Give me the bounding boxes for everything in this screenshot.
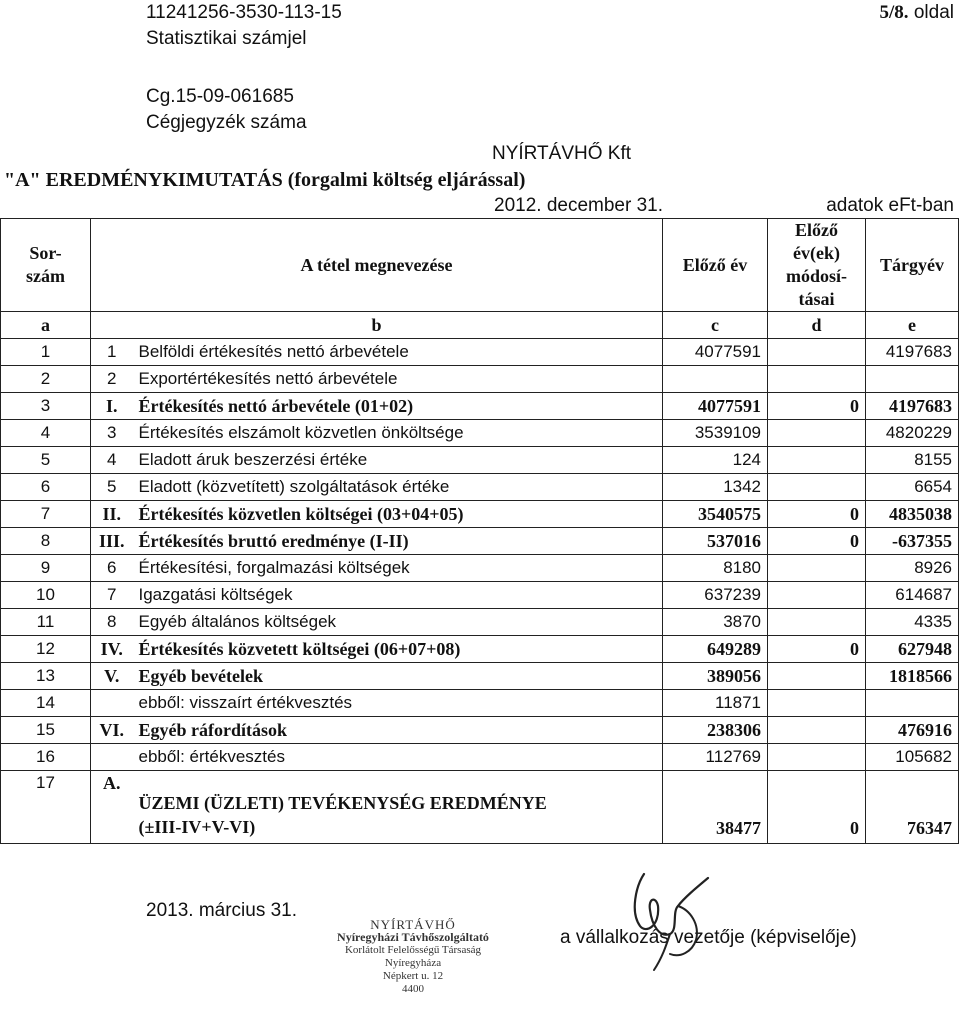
previous-year-value: 3870 — [663, 609, 768, 636]
item-name: Igazgatási költségek — [133, 582, 663, 609]
item-name: Eladott (közvetített) szolgáltatások értéke — [133, 474, 663, 501]
modification-value: 0 — [768, 636, 866, 663]
previous-year-value: 3539109 — [663, 420, 768, 447]
current-year-value: 6654 — [866, 474, 959, 501]
item-name: ebből: értékvesztés — [133, 744, 663, 771]
stamp-line-4: Nyíregyháza — [384, 957, 442, 969]
item-code: 8 — [91, 609, 133, 636]
registration-number-label: Cégjegyzék száma — [146, 112, 307, 133]
item-name: Értékesítés közvetett költségei (06+07+08) — [133, 636, 663, 663]
row-number: 11 — [1, 609, 91, 636]
table-row — [1, 447, 959, 474]
row-number: 17 — [1, 771, 91, 844]
previous-year-value: 537016 — [663, 528, 768, 555]
current-year-value: 105682 — [866, 744, 959, 771]
company-stamp — [308, 918, 518, 996]
item-name: Értékesítés bruttó eredménye (I-II) — [133, 528, 663, 555]
item-name: Értékesítés nettó árbevétele (01+02) — [133, 393, 663, 420]
row-number: 9 — [1, 555, 91, 582]
header-row-number: Sor- szám — [1, 219, 91, 312]
header-current-year: Tárgyév — [866, 219, 959, 312]
modification-value: 0 — [768, 771, 866, 844]
document-title: "A" EREDMÉNYKIMUTATÁS (forgalmi költség eljárással) — [4, 169, 526, 191]
current-year-value: 614687 — [866, 582, 959, 609]
modification-value: 0 — [768, 528, 866, 555]
modification-value — [768, 474, 866, 501]
previous-year-value: 389056 — [663, 663, 768, 690]
previous-year-value: 38477 — [663, 771, 768, 844]
row-number: 4 — [1, 420, 91, 447]
item-code: 5 — [91, 474, 133, 501]
table-row — [1, 420, 959, 447]
page-indicator — [880, 2, 954, 24]
modification-value — [768, 690, 866, 717]
current-year-value: 8155 — [866, 447, 959, 474]
item-code: 3 — [91, 420, 133, 447]
table-row — [1, 663, 959, 690]
current-year-value — [866, 366, 959, 393]
table-row — [1, 528, 959, 555]
item-code: II. — [91, 501, 133, 528]
previous-year-value: 637239 — [663, 582, 768, 609]
stamp-line-3: Korlátolt Felelősségű Társaság — [344, 944, 482, 956]
item-name-line-1: ÜZEMI (ÜZLETI) TEVÉKENYSÉG EREDMÉNYE — [138, 793, 547, 813]
column-letter-b: b — [91, 312, 663, 339]
item-code: 6 — [91, 555, 133, 582]
item-code: 4 — [91, 447, 133, 474]
stamp-line-6: 4400 — [402, 983, 424, 995]
current-year-value: 627948 — [866, 636, 959, 663]
item-code: III. — [91, 528, 133, 555]
item-name: Egyéb bevételek — [133, 663, 663, 690]
item-name: Belföldi értékesítés nettó árbevétele — [133, 339, 663, 366]
item-name: Exportértékesítés nettó árbevétele — [133, 366, 663, 393]
modification-value — [768, 744, 866, 771]
current-year-value: 4835038 — [866, 501, 959, 528]
table-row — [1, 474, 959, 501]
item-name-line-2: (±III-IV+V-VI) — [138, 817, 256, 837]
row-number: 1 — [1, 339, 91, 366]
row-number: 13 — [1, 663, 91, 690]
table-row — [1, 393, 959, 420]
previous-year-value: 112769 — [663, 744, 768, 771]
modification-value: 0 — [768, 501, 866, 528]
income-statement-table — [0, 218, 959, 844]
previous-year-value: 238306 — [663, 717, 768, 744]
modification-value — [768, 609, 866, 636]
item-code: VI. — [91, 717, 133, 744]
current-year-value: 476916 — [866, 717, 959, 744]
item-name: Egyéb ráfordítások — [133, 717, 663, 744]
stamp-line-1: NYÍRTÁVHŐ — [370, 917, 456, 932]
item-name: Értékesítés közvetlen költségei (03+04+05) — [133, 501, 663, 528]
modification-value — [768, 447, 866, 474]
item-name — [133, 771, 663, 844]
row-number: 12 — [1, 636, 91, 663]
previous-year-value: 4077591 — [663, 339, 768, 366]
row-number: 3 — [1, 393, 91, 420]
modification-value — [768, 717, 866, 744]
row-number: 5 — [1, 447, 91, 474]
modification-value — [768, 339, 866, 366]
item-code: 2 — [91, 366, 133, 393]
current-year-value: 4197683 — [866, 393, 959, 420]
row-number: 16 — [1, 744, 91, 771]
unit-label: adatok eFt-ban — [826, 195, 954, 216]
table-row — [1, 339, 959, 366]
item-name: Eladott áruk beszerzési értéke — [133, 447, 663, 474]
item-name: Értékesítési, forgalmazási költségek — [133, 555, 663, 582]
row-number: 7 — [1, 501, 91, 528]
table-row — [1, 501, 959, 528]
previous-year-value: 4077591 — [663, 393, 768, 420]
column-letter-a: a — [1, 312, 91, 339]
modification-value: 0 — [768, 393, 866, 420]
row-number: 8 — [1, 528, 91, 555]
item-code: I. — [91, 393, 133, 420]
signing-date: 2013. március 31. — [146, 900, 298, 921]
current-year-value: 4335 — [866, 609, 959, 636]
table-row — [1, 744, 959, 771]
stamp-line-2: Nyíregyházi Távhőszolgáltató — [337, 930, 489, 944]
item-code: 1 — [91, 339, 133, 366]
report-date: 2012. december 31. — [494, 195, 664, 216]
table-row — [1, 555, 959, 582]
row-number: 15 — [1, 717, 91, 744]
current-year-value: -637355 — [866, 528, 959, 555]
previous-year-value: 649289 — [663, 636, 768, 663]
column-letter-e: e — [866, 312, 959, 339]
previous-year-value: 8180 — [663, 555, 768, 582]
table-row — [1, 366, 959, 393]
modification-value — [768, 555, 866, 582]
previous-year-value: 1342 — [663, 474, 768, 501]
table-row — [1, 717, 959, 744]
header-item-name: A tétel megnevezése — [91, 219, 663, 312]
table-row — [1, 609, 959, 636]
company-name: NYÍRTÁVHŐ Kft — [492, 143, 632, 164]
signature — [600, 866, 730, 976]
header-previous-year: Előző év — [663, 219, 768, 312]
table-row — [1, 636, 959, 663]
row-number: 10 — [1, 582, 91, 609]
previous-year-value: 124 — [663, 447, 768, 474]
item-code: 7 — [91, 582, 133, 609]
previous-year-value: 11871 — [663, 690, 768, 717]
item-name: Értékesítés elszámolt közvetlen önköltsége — [133, 420, 663, 447]
column-letter-row — [1, 312, 959, 339]
current-year-value: 1818566 — [866, 663, 959, 690]
stamp-line-5: Népkert u. 12 — [382, 970, 444, 982]
page-number: 5/8. — [879, 2, 909, 23]
item-code: A. — [91, 771, 133, 844]
row-number: 6 — [1, 474, 91, 501]
previous-year-value: 3540575 — [663, 501, 768, 528]
statistical-number-label: Statisztikai számjel — [146, 28, 307, 49]
modification-value — [768, 366, 866, 393]
column-letter-c: c — [663, 312, 768, 339]
modification-value — [768, 663, 866, 690]
current-year-value — [866, 690, 959, 717]
item-name: Egyéb általános költségek — [133, 609, 663, 636]
item-code — [91, 690, 133, 717]
item-name: ebből: visszaírt értékvesztés — [133, 690, 663, 717]
item-code: IV. — [91, 636, 133, 663]
registration-number: Cg.15-09-061685 — [146, 86, 294, 107]
header-previous-modifications: Előző év(ek) módosí- tásai — [768, 219, 866, 312]
table-row — [1, 771, 959, 844]
row-number: 2 — [1, 366, 91, 393]
statistical-number: 11241256-3530-113-15 — [146, 2, 342, 23]
modification-value — [768, 420, 866, 447]
header-row — [1, 219, 959, 312]
current-year-value: 8926 — [866, 555, 959, 582]
item-code: V. — [91, 663, 133, 690]
modification-value — [768, 582, 866, 609]
previous-year-value — [663, 366, 768, 393]
column-letter-d: d — [768, 312, 866, 339]
table-row — [1, 582, 959, 609]
current-year-value: 76347 — [866, 771, 959, 844]
item-code — [91, 744, 133, 771]
page-word: oldal — [913, 2, 954, 23]
signature-label: a vállalkozás vezetője (képviselője) — [560, 927, 857, 948]
current-year-value: 4820229 — [866, 420, 959, 447]
row-number: 14 — [1, 690, 91, 717]
current-year-value: 4197683 — [866, 339, 959, 366]
table-row — [1, 690, 959, 717]
